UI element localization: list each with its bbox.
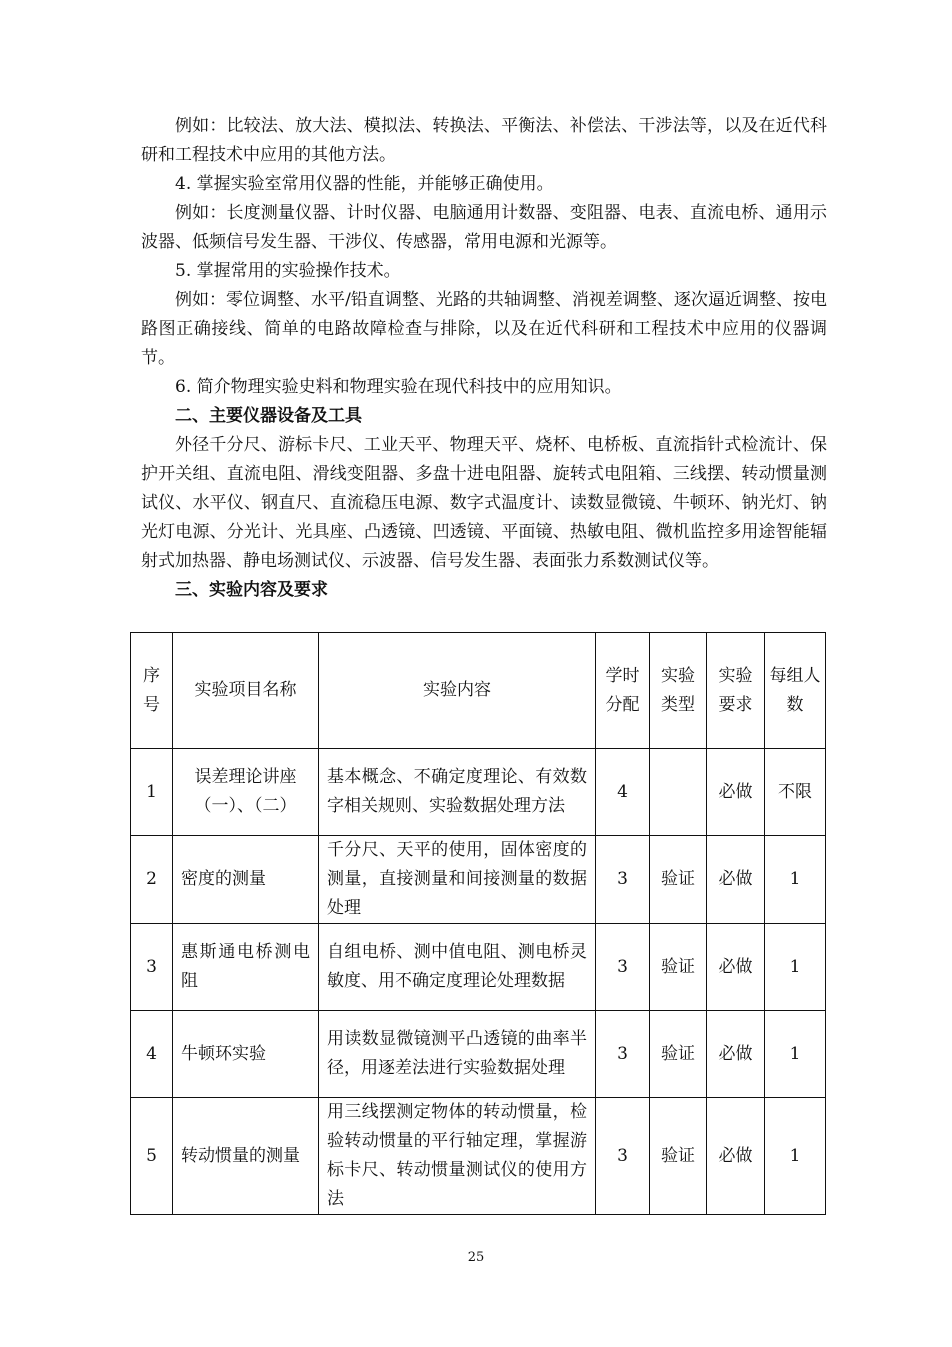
cell-name: 密度的测量 — [173, 836, 319, 924]
table-row — [131, 1098, 826, 1215]
cell-seq: 4 — [131, 1011, 173, 1098]
cell-name: 牛顿环实验 — [173, 1011, 319, 1098]
cell-req: 必做 — [707, 924, 765, 1011]
cell-content: 用三线摆测定物体的转动惯量，检验转动惯量的平行轴定理，掌握游标卡尺、转动惯量测试仪的使用方法 — [319, 1098, 596, 1215]
cell-req: 必做 — [707, 1098, 765, 1215]
cell-type — [650, 749, 707, 836]
cell-name: 误差理论讲座（一）、（二） — [173, 749, 319, 836]
table-row — [131, 924, 826, 1011]
cell-hours: 3 — [596, 836, 650, 924]
cell-seq: 2 — [131, 836, 173, 924]
header-type: 实验类型 — [650, 633, 707, 749]
paragraph-item-5: 5. 掌握常用的实验操作技术。 — [175, 261, 401, 281]
page-number: 25 — [467, 1250, 485, 1265]
paragraph-item-4: 4. 掌握实验室常用仪器的性能，并能够正确使用。 — [175, 174, 554, 194]
cell-hours: 3 — [596, 1098, 650, 1215]
paragraph-equipment-list: 外径千分尺、游标卡尺、工业天平、物理天平、烧杯、电桥板、直流指针式检流计、保护开关组、直流电阻、滑线变阻器、多盘十进电阻器、旋转式电阻箱、三线摆、转动惯量测试仪、水平仪、钢直尺、直流稳压电源、数字式温度计、读数显微镜、牛顿环、钠光灯、钠光灯电源、分光计、光具座、凸透镜、凹透镜、平面镜、热敏电阻、微机监控多用途智能辐射式加热器、静电场测试仪、示波器、信号发生器、表面张力系数测试仪等。 — [141, 435, 827, 571]
cell-content: 用读数显微镜测平凸透镜的曲率半径，用逐差法进行实验数据处理 — [319, 1011, 596, 1098]
cell-content: 基本概念、不确定度理论、有效数字相关规则、实验数据处理方法 — [319, 749, 596, 836]
cell-content: 自组电桥、测中值电阻、测电桥灵敏度、用不确定度理论处理数据 — [319, 924, 596, 1011]
cell-type: 验证 — [650, 1011, 707, 1098]
cell-people: 1 — [765, 1098, 826, 1215]
cell-seq: 1 — [131, 749, 173, 836]
header-req: 实验要求 — [707, 633, 765, 749]
cell-hours: 3 — [596, 1011, 650, 1098]
table-row — [131, 836, 826, 924]
cell-name: 惠斯通电桥测电阻 — [173, 924, 319, 1011]
header-name: 实验项目名称 — [173, 633, 319, 749]
cell-people: 1 — [765, 1011, 826, 1098]
header-hours: 学时分配 — [596, 633, 650, 749]
cell-req: 必做 — [707, 749, 765, 836]
paragraph-methods-examples: 例如：比较法、放大法、模拟法、转换法、平衡法、补偿法、干涉法等，以及在近代科研和工程技术中应用的其他方法。 — [141, 116, 827, 165]
cell-type: 验证 — [650, 836, 707, 924]
cell-content: 千分尺、天平的使用，固体密度的测量，直接测量和间接测量的数据处理 — [319, 836, 596, 924]
header-seq: 序号 — [131, 633, 173, 749]
section-heading-experiments: 三、实验内容及要求 — [175, 580, 328, 600]
cell-type: 验证 — [650, 1098, 707, 1215]
cell-people: 1 — [765, 836, 826, 924]
cell-people: 不限 — [765, 749, 826, 836]
header-content: 实验内容 — [319, 633, 596, 749]
table-row — [131, 749, 826, 836]
cell-req: 必做 — [707, 1011, 765, 1098]
experiment-table — [130, 632, 826, 1215]
cell-req: 必做 — [707, 836, 765, 924]
cell-people: 1 — [765, 924, 826, 1011]
cell-type: 验证 — [650, 924, 707, 1011]
cell-name: 转动惯量的测量 — [173, 1098, 319, 1215]
paragraph-instruments-examples: 例如：长度测量仪器、计时仪器、电脑通用计数器、变阻器、电表、直流电桥、通用示波器、低频信号发生器、干涉仪、传感器，常用电源和光源等。 — [141, 203, 827, 252]
section-heading-equipment: 二、主要仪器设备及工具 — [175, 406, 362, 426]
table-header-row — [131, 633, 826, 749]
header-people: 每组人数 — [765, 633, 826, 749]
paragraph-operations-examples: 例如：零位调整、水平/铅直调整、光路的共轴调整、消视差调整、逐次逼近调整、按电路图正确接线、简单的电路故障检查与排除，以及在近代科研和工程技术中应用的仪器调节。 — [141, 290, 827, 368]
paragraph-item-6: 6. 简介物理实验史料和物理实验在现代科技中的应用知识。 — [175, 377, 622, 397]
cell-hours: 3 — [596, 924, 650, 1011]
cell-hours: 4 — [596, 749, 650, 836]
cell-seq: 3 — [131, 924, 173, 1011]
table-row — [131, 1011, 826, 1098]
cell-seq: 5 — [131, 1098, 173, 1215]
document-body — [141, 112, 827, 605]
